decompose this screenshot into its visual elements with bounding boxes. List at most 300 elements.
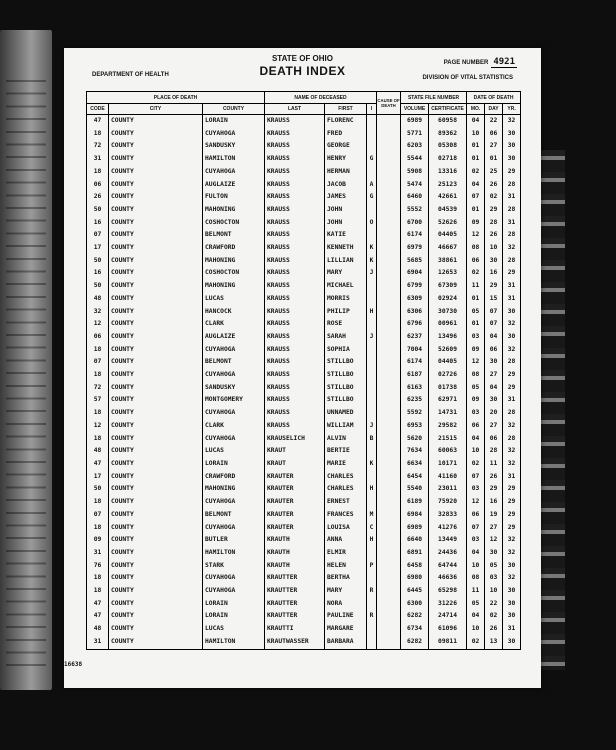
cell-county: HAMILTON [203,636,265,649]
cell-volume: 6700 [401,217,429,230]
table-row [87,306,521,319]
cell-cert: 60958 [429,115,467,128]
table-row [87,560,521,573]
cell-mo: 08 [467,242,485,255]
cell-cause [377,547,401,560]
cell-county: LORAIN [203,115,265,128]
cell-yr: 28 [503,356,521,369]
table-row [87,458,521,471]
cell-i: K [367,242,377,255]
cell-last: KRAUTER [265,483,325,496]
county-header: COUNTY [203,104,265,115]
cell-county: LORAIN [203,458,265,471]
cell-county: MAHONING [203,280,265,293]
cell-cause [377,229,401,242]
table-row [87,598,521,611]
cell-cert: 65298 [429,585,467,598]
cell-county: BELMONT [203,356,265,369]
cell-i: J [367,267,377,280]
cell-cause [377,394,401,407]
table-row [87,509,521,522]
cell-day: 07 [485,306,503,319]
table-row [87,483,521,496]
cell-day: 10 [485,585,503,598]
cell-yr: 30 [503,598,521,611]
cell-first: ERNEST [325,496,367,509]
cell-yr: 30 [503,636,521,649]
cell-day: 11 [485,458,503,471]
cell-city: COUNTY [109,483,203,496]
cell-city: COUNTY [109,598,203,611]
cell-city: COUNTY [109,610,203,623]
cell-yr: 30 [503,153,521,166]
cell-county: MONTGOMERY [203,394,265,407]
cell-day: 29 [485,280,503,293]
cell-cert: 64744 [429,560,467,573]
cell-day: 04 [485,382,503,395]
cell-yr: 32 [503,420,521,433]
cell-last: KRAUSS [265,255,325,268]
cell-code: 12 [87,318,109,331]
cell-cause [377,356,401,369]
cell-first: MICHAEL [325,280,367,293]
cell-county: FULTON [203,191,265,204]
cell-cause [377,598,401,611]
cell-cause [377,496,401,509]
cause-of-death-header: CAUSE OF DEATH [377,92,401,115]
cell-last: KRAUTH [265,547,325,560]
cell-cause [377,179,401,192]
cell-cert: 32833 [429,509,467,522]
cell-cert: 23011 [429,483,467,496]
cell-i: B [367,433,377,446]
cell-i [367,166,377,179]
cell-volume: 5592 [401,407,429,420]
cell-city: COUNTY [109,433,203,446]
cell-day: 26 [485,623,503,636]
cell-first: FRED [325,128,367,141]
cell-county: HAMILTON [203,547,265,560]
cell-last: KRAUSS [265,179,325,192]
cell-day: 26 [485,179,503,192]
cell-last: KRAUSS [265,229,325,242]
table-row [87,522,521,535]
page-number-value: 4921 [493,57,515,67]
cell-day: 06 [485,344,503,357]
cell-code: 18 [87,522,109,535]
cell-last: KRAUSS [265,204,325,217]
cell-volume: 6282 [401,610,429,623]
cell-yr: 32 [503,534,521,547]
cell-i [367,598,377,611]
cell-city: COUNTY [109,572,203,585]
cell-cause [377,153,401,166]
cell-cause [377,318,401,331]
cell-volume: 7634 [401,445,429,458]
cell-first: BERTIE [325,445,367,458]
cell-i [367,623,377,636]
cell-county: HANCOCK [203,306,265,319]
cell-day: 26 [485,471,503,484]
cell-volume: 6984 [401,509,429,522]
page-number [444,57,517,67]
cell-first: JACOB [325,179,367,192]
cell-yr: 29 [503,509,521,522]
cell-day: 06 [485,433,503,446]
cell-last: KRAUSS [265,394,325,407]
cell-cause [377,509,401,522]
cell-code: 18 [87,344,109,357]
cell-day: 02 [485,191,503,204]
cell-day: 20 [485,407,503,420]
cell-yr: 32 [503,115,521,128]
cell-volume: 6904 [401,267,429,280]
cell-cert: 25123 [429,179,467,192]
cell-i [367,496,377,509]
cell-i [367,356,377,369]
cell-volume: 6163 [401,382,429,395]
cell-county: CLARK [203,318,265,331]
cell-cert: 60063 [429,445,467,458]
cell-cause [377,255,401,268]
cell-county: CRAWFORD [203,242,265,255]
cell-first: HENRY [325,153,367,166]
cell-first: ALVIN [325,433,367,446]
table-row [87,242,521,255]
cell-i: H [367,534,377,547]
cell-cert: 29582 [429,420,467,433]
cell-yr: 28 [503,433,521,446]
cell-cert: 12653 [429,267,467,280]
cell-code: 07 [87,229,109,242]
cell-city: COUNTY [109,166,203,179]
cell-county: CRAWFORD [203,471,265,484]
table-row [87,115,521,128]
cell-mo: 04 [467,433,485,446]
cell-volume: 6235 [401,394,429,407]
cell-last: KRAUTWASSER [265,636,325,649]
cell-last: KRAUSS [265,115,325,128]
cell-cause [377,610,401,623]
cell-code: 31 [87,547,109,560]
cell-first: KENNETH [325,242,367,255]
cell-i [367,445,377,458]
city-header: CITY [109,104,203,115]
table-row [87,166,521,179]
cell-day: 27 [485,369,503,382]
cell-first: BERTHA [325,572,367,585]
cell-day: 12 [485,534,503,547]
cell-day: 05 [485,560,503,573]
cell-county: SANDUSKY [203,382,265,395]
cell-mo: 08 [467,572,485,585]
cell-city: COUNTY [109,255,203,268]
cell-city: COUNTY [109,369,203,382]
cell-cause [377,445,401,458]
cell-cause [377,471,401,484]
table-row [87,293,521,306]
cell-code: 16 [87,217,109,230]
cell-i: J [367,420,377,433]
cell-first: STILLBO [325,369,367,382]
cell-code: 32 [87,306,109,319]
cell-mo: 12 [467,356,485,369]
cell-i: P [367,560,377,573]
cell-volume: 6203 [401,140,429,153]
cell-last: KRAUTER [265,509,325,522]
cell-cert: 31226 [429,598,467,611]
cell-city: COUNTY [109,394,203,407]
cell-cause [377,204,401,217]
table-row [87,204,521,217]
cell-code: 31 [87,636,109,649]
cell-city: COUNTY [109,128,203,141]
cell-code: 47 [87,610,109,623]
cell-last: KRAUSS [265,331,325,344]
cell-i [367,344,377,357]
cell-first: KATIE [325,229,367,242]
cell-mo: 10 [467,445,485,458]
cell-city: COUNTY [109,382,203,395]
cell-city: COUNTY [109,229,203,242]
cell-volume: 6300 [401,598,429,611]
cell-yr: 32 [503,344,521,357]
cell-code: 18 [87,433,109,446]
state-file-number-header: STATE FILE NUMBER [401,92,467,104]
cell-volume: 5474 [401,179,429,192]
cell-day: 27 [485,522,503,535]
cell-yr: 31 [503,293,521,306]
cell-volume: 5620 [401,433,429,446]
cell-day: 10 [485,242,503,255]
cell-yr: 32 [503,318,521,331]
cell-cert: 41276 [429,522,467,535]
cell-last: KRAUSS [265,166,325,179]
index-page [64,48,541,688]
cell-i: R [367,610,377,623]
death-index-table [86,91,521,650]
cell-first: MARGARE [325,623,367,636]
department-label: DEPARTMENT OF HEALTH [92,72,169,78]
cell-county: LORAIN [203,598,265,611]
cell-city: COUNTY [109,280,203,293]
cell-mo: 04 [467,547,485,560]
table-row [87,356,521,369]
cell-day: 28 [485,217,503,230]
cell-last: KRAUTTER [265,610,325,623]
cell-i [367,318,377,331]
cell-day: 16 [485,267,503,280]
volume-header: VOLUME [401,104,429,115]
first-header: FIRST [325,104,367,115]
cell-county: CUYAHOGA [203,585,265,598]
cell-first: ANNA [325,534,367,547]
cell-cause [377,636,401,649]
cell-i [367,382,377,395]
cell-yr: 32 [503,445,521,458]
cell-first: STILLBO [325,394,367,407]
cell-cause [377,242,401,255]
cell-last: KRAUT [265,445,325,458]
cell-county: BUTLER [203,534,265,547]
cell-yr: 28 [503,179,521,192]
cell-cert: 13449 [429,534,467,547]
table-row [87,623,521,636]
table-row [87,636,521,649]
code-header: CODE [87,104,109,115]
cell-code: 50 [87,255,109,268]
division-label: DIVISION OF VITAL STATISTICS [422,75,513,81]
cell-code: 06 [87,179,109,192]
cell-yr: 32 [503,572,521,585]
cell-county: MAHONING [203,204,265,217]
cell-last: KRAUSS [265,242,325,255]
cell-volume: 5540 [401,483,429,496]
cell-i [367,547,377,560]
cell-last: KRAUTTER [265,572,325,585]
cell-day: 04 [485,331,503,344]
cell-mo: 06 [467,255,485,268]
cell-cause [377,382,401,395]
cell-code: 18 [87,585,109,598]
cell-last: KRAUSS [265,344,325,357]
cell-day: 27 [485,420,503,433]
cell-cert: 01738 [429,382,467,395]
cell-cause [377,128,401,141]
cell-volume: 6634 [401,458,429,471]
cell-yr: 30 [503,140,521,153]
cell-city: COUNTY [109,115,203,128]
cell-code: 48 [87,623,109,636]
cell-i [367,229,377,242]
cell-last: KRAUSS [265,128,325,141]
cell-city: COUNTY [109,267,203,280]
cell-cert: 05308 [429,140,467,153]
cell-city: COUNTY [109,623,203,636]
cell-last: KRAUSELICH [265,433,325,446]
cell-yr: 29 [503,369,521,382]
cell-city: COUNTY [109,534,203,547]
cell-county: CLARK [203,420,265,433]
date-of-death-header: DATE OF DEATH [467,92,521,104]
cell-cause [377,522,401,535]
cell-last: KRAUSS [265,280,325,293]
cell-first: JOHN [325,217,367,230]
cell-cert: 46636 [429,572,467,585]
cell-code: 72 [87,140,109,153]
cell-cause [377,217,401,230]
cell-city: COUNTY [109,547,203,560]
table-row [87,534,521,547]
cell-county: HAMILTON [203,153,265,166]
cell-mo: 12 [467,229,485,242]
cell-mo: 01 [467,318,485,331]
cell-county: CUYAHOGA [203,369,265,382]
cell-mo: 07 [467,522,485,535]
cell-first: LILLIAN [325,255,367,268]
cell-code: 17 [87,471,109,484]
cell-mo: 11 [467,280,485,293]
cell-volume: 6989 [401,522,429,535]
certificate-header: CERTIFICATE [429,104,467,115]
cell-day: 19 [485,509,503,522]
cell-code: 18 [87,369,109,382]
cell-mo: 06 [467,509,485,522]
cell-code: 47 [87,115,109,128]
cell-yr: 28 [503,204,521,217]
cell-mo: 10 [467,128,485,141]
cell-mo: 01 [467,204,485,217]
cell-mo: 10 [467,623,485,636]
table-row [87,344,521,357]
cell-i [367,471,377,484]
cell-city: COUNTY [109,420,203,433]
footer-code: 16638 [64,661,83,668]
table-row [87,407,521,420]
cell-volume: 6980 [401,572,429,585]
cell-cause [377,280,401,293]
cell-last: KRAUSS [265,356,325,369]
month-header: MO. [467,104,485,115]
cell-first: PAULINE [325,610,367,623]
cell-first: STILLBO [325,356,367,369]
cell-last: KRAUTER [265,522,325,535]
cell-city: COUNTY [109,522,203,535]
cell-county: COSHOCTON [203,267,265,280]
cell-county: MAHONING [203,483,265,496]
cell-mo: 07 [467,191,485,204]
table-row [87,369,521,382]
cell-code: 18 [87,496,109,509]
cell-code: 50 [87,483,109,496]
cell-cert: 21515 [429,433,467,446]
cell-cert: 02924 [429,293,467,306]
cell-cert: 42661 [429,191,467,204]
cell-cause [377,483,401,496]
cell-first: LOUISA [325,522,367,535]
cell-last: KRAUSS [265,153,325,166]
cell-mo: 03 [467,407,485,420]
cell-i: O [367,217,377,230]
table-row [87,496,521,509]
cell-i [367,369,377,382]
cell-i: H [367,483,377,496]
cell-cause [377,115,401,128]
cell-cause [377,420,401,433]
cell-cause [377,623,401,636]
state-heading: STATE OF OHIO [271,54,334,63]
cell-cert: 24714 [429,610,467,623]
cell-first: MARY [325,267,367,280]
cell-code: 57 [87,394,109,407]
table-row [87,191,521,204]
table-row [87,318,521,331]
table-row [87,420,521,433]
cell-code: 07 [87,509,109,522]
cell-day: 30 [485,255,503,268]
cell-cert: 41160 [429,471,467,484]
cell-code: 16 [87,267,109,280]
cell-cause [377,191,401,204]
cell-day: 29 [485,483,503,496]
cell-yr: 31 [503,623,521,636]
cell-cause [377,534,401,547]
cell-county: CUYAHOGA [203,496,265,509]
table-row [87,153,521,166]
cell-city: COUNTY [109,331,203,344]
cell-yr: 32 [503,458,521,471]
cell-city: COUNTY [109,471,203,484]
